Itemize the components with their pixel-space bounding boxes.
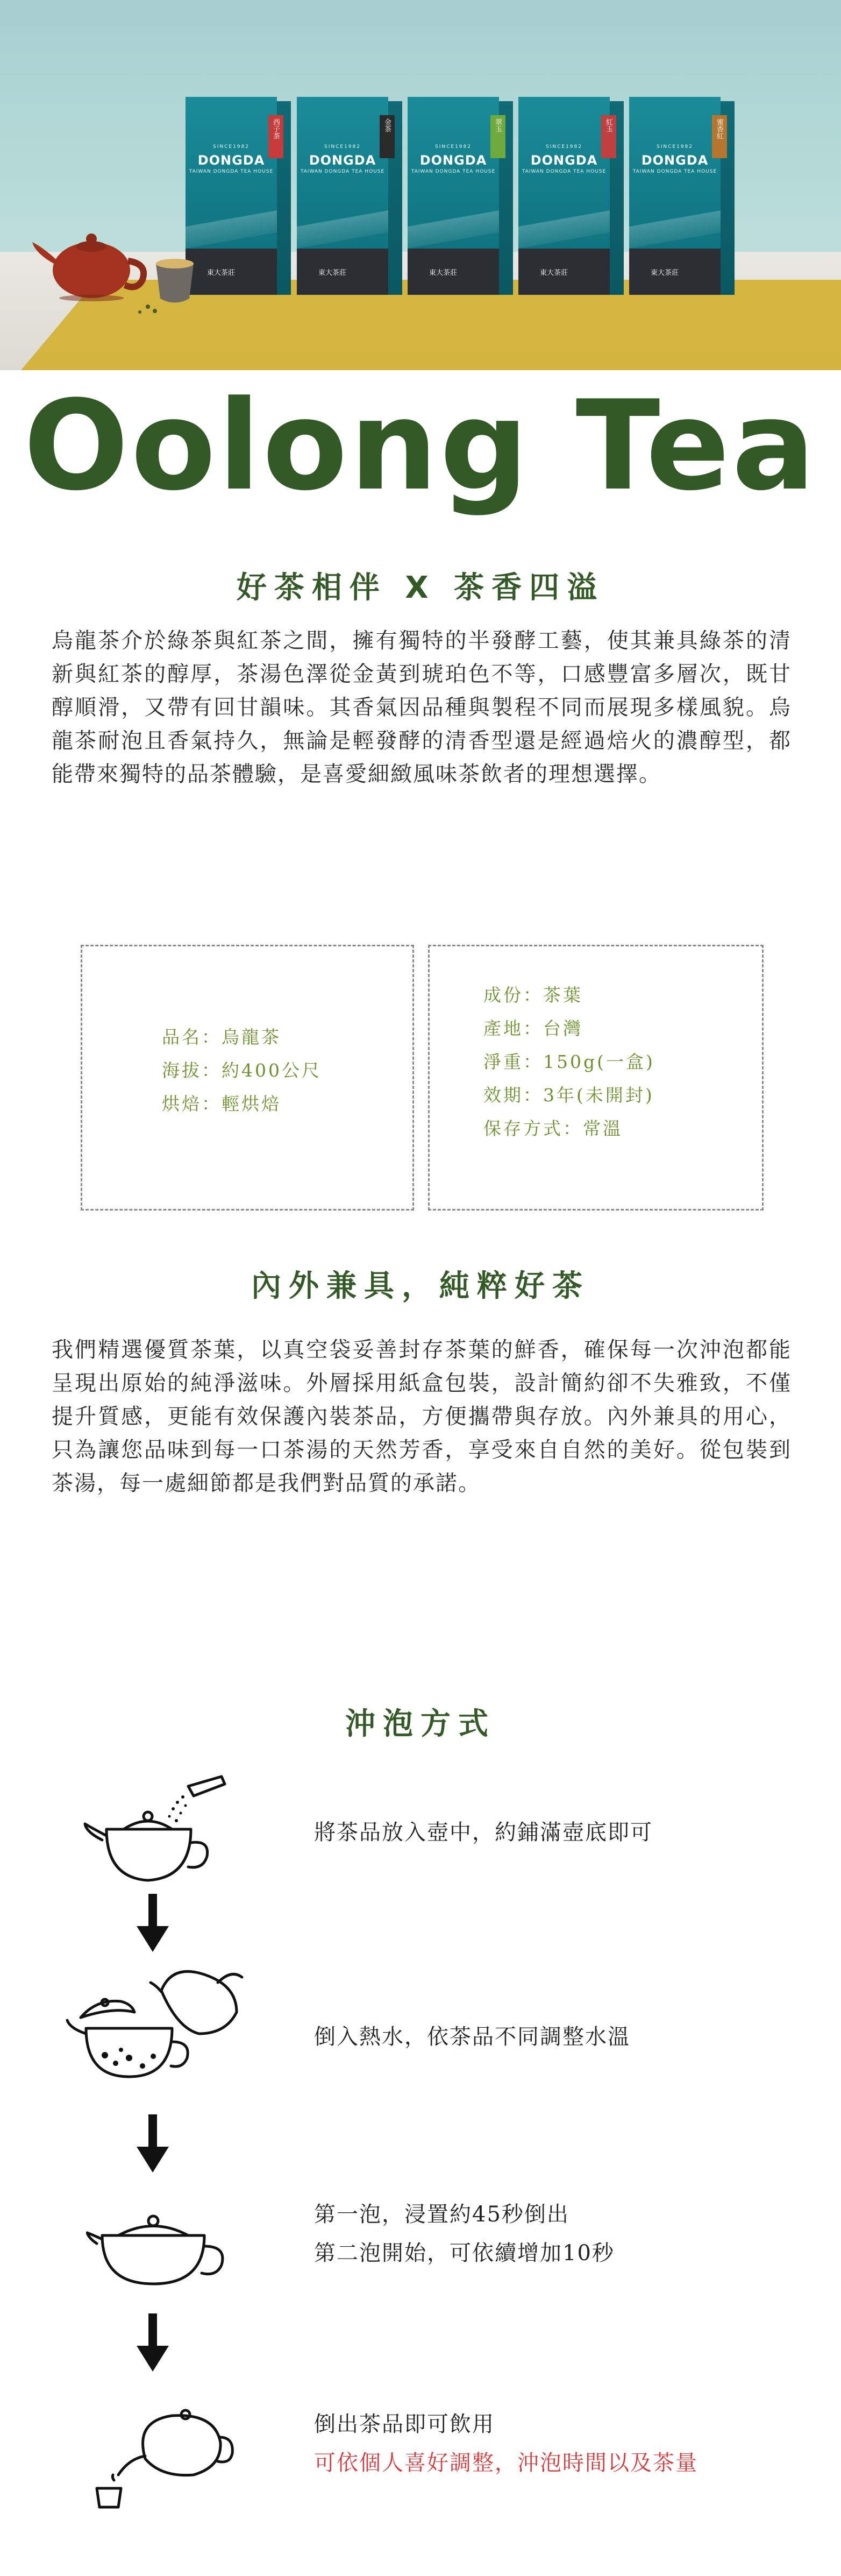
brew-step-1-text: 將茶品放入壺中，約鋪滿壺底即可: [314, 1820, 653, 1845]
arrow-down-icon: [137, 1894, 169, 1953]
info-altitude: 海拔：約400公尺: [162, 1060, 322, 1081]
tea-box: SINCE1982 DONGDA TAIWAN DONGDA TEA HOUSE 蜜香紅 東大茶莊: [629, 97, 735, 295]
section-heading-pairing: 好茶相伴 X 茶香四溢: [236, 570, 605, 605]
tea-box-brand: DONGDA: [309, 153, 376, 168]
arrow-down-icon: [137, 2313, 169, 2373]
tea-box: SINCE1982 DONGDA TAIWAN DONGDA TEA HOUSE 西子茶 東大茶莊: [186, 97, 291, 295]
info-box-left: [81, 945, 414, 1211]
tea-box-brand: DONGDA: [641, 153, 709, 168]
steeping-teapot-icon: [86, 2195, 237, 2292]
tea-box: SINCE1982 DONGDA TAIWAN DONGDA TEA HOUSE 金茶 東大茶莊: [297, 97, 402, 295]
section-heading-packaging: 內外兼具，純粹好茶: [251, 1269, 590, 1304]
info-storage: 保存方式：常溫: [483, 1118, 623, 1139]
tea-box-label: 西子茶: [272, 118, 280, 139]
tea-box-label: 蜜香紅: [715, 118, 723, 139]
brew-step-4-line-1: 倒出茶品即可飲用: [314, 2412, 495, 2437]
pour-hot-water-icon: [65, 1953, 247, 2093]
brew-step-4-text: [314, 2405, 698, 2482]
teapot-add-leaves-icon: [81, 1770, 237, 1894]
info-origin: 產地：台灣: [483, 1018, 583, 1039]
page-title: Oolong Tea: [23, 374, 818, 518]
tea-box-logo: 東大茶莊: [651, 269, 679, 277]
info-box-right: [428, 945, 764, 1211]
info-expiry: 效期：3年(未開封): [483, 1085, 654, 1106]
tea-box-label: 紅玉: [604, 118, 612, 132]
tea-box-logo: 東大茶莊: [540, 269, 568, 277]
info-name: 品名：烏龍茶: [162, 1027, 281, 1048]
tea-box: SINCE1982 DONGDA TAIWAN DONGDA TEA HOUSE 翠玉 東大茶莊: [408, 97, 513, 295]
tea-box-brand: DONGDA: [419, 153, 487, 168]
section-text-pairing: 烏龍茶介於綠茶與紅茶之間，擁有獨特的半發酵工藝，使其兼具綠茶的清新與紅茶的醇厚，茶湯色澤從金黃到琥珀色不等，口感豐富多層次，既甘醇順滑，又帶有回甘韻味。其香氣因品種與製程不同而展現多樣風貌。烏龍茶耐泡且香氣持久，無論是輕發酵的清香型還是經過焙火的濃醇型，都能帶來獨特的品茶體驗，是喜愛細緻風味茶飲者的理想選擇。: [52, 628, 792, 787]
tea-box-label: 金茶: [383, 118, 391, 132]
tea-box-label: 翠玉: [494, 118, 502, 132]
hero-image: [0, 0, 841, 370]
clay-teapot-icon: [32, 210, 204, 317]
tea-box: SINCE1982 DONGDA TAIWAN DONGDA TEA HOUSE 紅玉 東大茶莊: [518, 97, 624, 295]
serve-tea-icon: [81, 2400, 237, 2513]
tea-box-logo: 東大茶莊: [207, 269, 236, 277]
brew-step-3-line-1: 第一泡，浸置約45秒倒出: [314, 2202, 569, 2227]
tea-box-logo: 東大茶莊: [318, 269, 347, 277]
info-roast: 烘焙：輕烘焙: [162, 1093, 281, 1114]
tea-box-brand: DONGDA: [530, 153, 598, 168]
tea-box-brand: DONGDA: [197, 153, 265, 168]
brew-step-4-note: 可依個人喜好調整，沖泡時間以及茶量: [314, 2451, 698, 2475]
tea-box-logo: 東大茶莊: [429, 269, 458, 277]
arrow-down-icon: [137, 2114, 169, 2174]
brew-step-3-line-2: 第二泡開始，可依續增加10秒: [314, 2241, 615, 2266]
brew-step-2-text: 倒入熱水，依茶品不同調整水溫: [314, 2025, 630, 2049]
section-heading-brewing: 沖泡方式: [345, 1707, 496, 1742]
info-weight: 淨重：150g(一盒): [483, 1051, 655, 1072]
brew-step-3-text: [314, 2195, 615, 2273]
info-ingredients: 成份：茶葉: [483, 985, 583, 1006]
section-text-packaging: 我們精選優質茶葉，以真空袋妥善封存茶葉的鮮香，確保每一次沖泡都能呈現出原始的純淨滋味。外層採用紙盒包裝，設計簡約卻不失雅致，不僅提升質感，更能有效保護內裝茶品，方便攜帶與存放。內外兼具的用心，只為讓您品味到每一口茶湯的天然芳香，享受來自自然的美好。從包裝到茶湯，每一處細節都是我們對品質的承諾。: [52, 1337, 792, 1496]
